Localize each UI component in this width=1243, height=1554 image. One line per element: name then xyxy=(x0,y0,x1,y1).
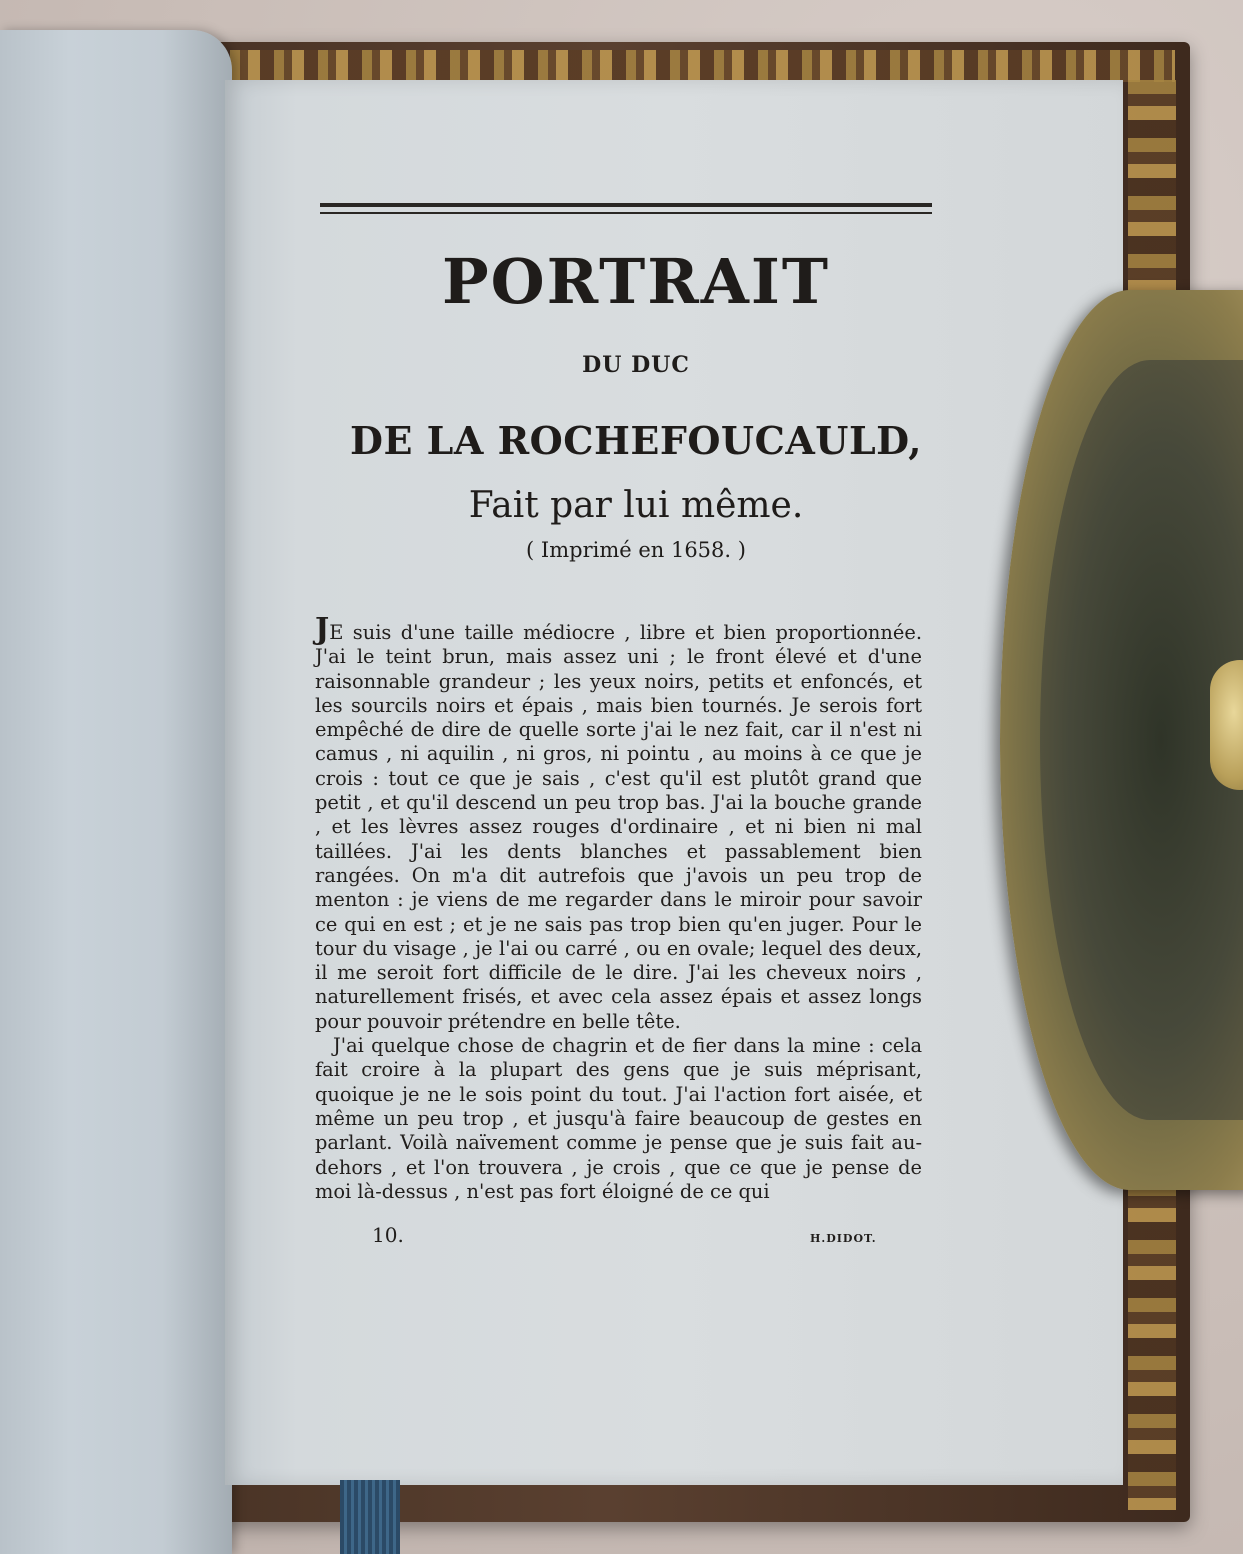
header-rule-thin xyxy=(320,212,932,214)
paragraph-1-text: E suis d'une taille médiocre , libre et bien proportionnée. J'ai le teint brun, mais assez uni ; le front élevé et d'une raisonnable grandeur ; les yeux noirs, petits et enfoncés, et les sourcils noirs et épais , mais bien tournés. Je serois fort empêché de dire de quelle sorte j'ai le nez fait, car il n'est ni camus , ni aquilin , ni gros, ni pointu , au moins à ce que je crois : tout ce que je sais , c'est qu'il est plutôt grand que petit , et qu'il descend un peu trop bas. J'ai la bouche grande , et les lèvres assez rouges d'ordinaire , et ni bien ni mal taillées. J'ai les dents blanches et passablement bien rangées. On m'a dit autrefois que j'avois un peu trop de menton : je viens de me regarder dans le miroir pour savoir ce qui en est ; et je ne sais pas trop bien qu'en juger. Pour le tour du visage , je l'ai ou carré , ou en ovale; lequel des deux, il me seroit fort difficile de le dire. J'ai les cheveux noirs , naturellement frisés, et avec cela assez épais et assez longs pour pouvoir prétendre en belle tête. xyxy=(315,621,922,1033)
subtitle-name: DE LA ROCHEFOUCAULD, xyxy=(349,418,922,463)
header-rule-thick xyxy=(320,203,932,207)
paragraph-2: J'ai quelque chose de chagrin et de fier dans la mine : cela fait croire à la plupart des gens que je suis méprisant, quoique je ne le sois point du tout. J'ai l'action fort aisée, et même un peu trop , et jusqu'à faire beaucoup de gestes en parlant. Voilà naïvement comme je pense que je suis fait au-dehors , et l'on trouvera , je crois , que ce que je pense de moi là-dessus , n'est pas fort éloigné de ce qui xyxy=(315,1034,922,1203)
subtitle-du-duc: DU DUC xyxy=(582,352,690,378)
body-text xyxy=(315,612,922,1204)
left-page-stack xyxy=(0,30,232,1554)
date-note: ( Imprimé en 1658. ) xyxy=(526,538,746,562)
ribbon-bookmark xyxy=(340,1480,400,1554)
page-number: 10. xyxy=(372,1223,404,1247)
subtitle-authorship: Fait par lui même. xyxy=(468,485,804,526)
clasp-knob xyxy=(1210,660,1243,790)
page-title: PORTRAIT xyxy=(442,245,830,318)
drop-cap: J xyxy=(315,612,330,647)
gilt-border-top xyxy=(230,50,1175,82)
printer-signature: H.DIDOT. xyxy=(810,1232,877,1245)
paragraph-1 xyxy=(315,612,922,1034)
